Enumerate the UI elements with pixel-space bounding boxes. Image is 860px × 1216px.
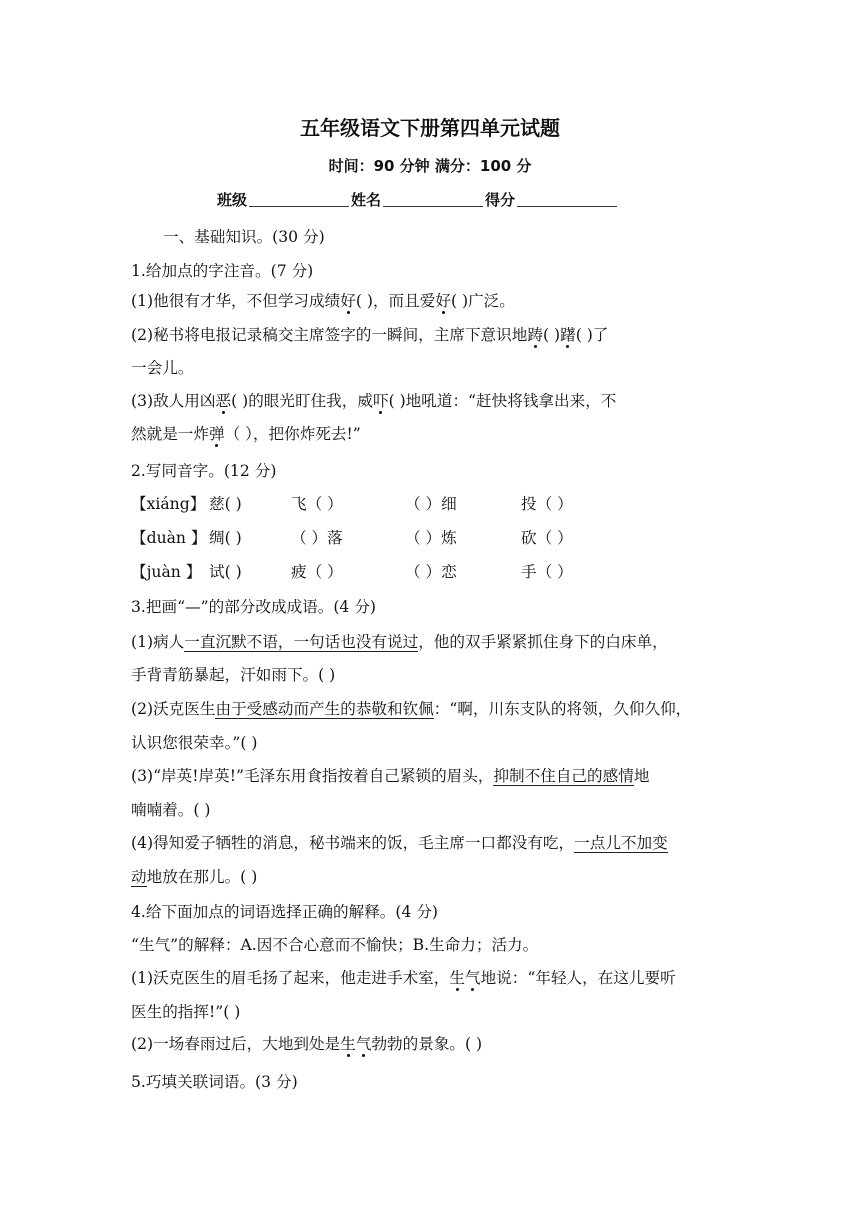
q4-heading: 4.给下面加点的词语选择正确的解释。(4 分) [131,903,439,921]
q2-row-juan: 【juàn 】 试( ) 疲（ ） （ ）恋 手（ ） [131,563,573,581]
q1-line-3: 一会儿。 [131,359,194,377]
student-info-line [217,190,619,210]
q5-heading: 5.巧填关联词语。(3 分) [131,1073,298,1091]
q3-line-3: (2)沃克医生由于受感动而产生的恭敬和钦佩：“啊，川东支队的将领，久仰久仰， [131,700,692,718]
q3-line-1: (1)病人一直沉默不语，一句话也没有说过，他的双手紧紧抓住身下的白床单， [131,633,668,651]
q4-definition: “生气”的解释：A.因不合心意而不愉快；B.生命力；活力。 [131,936,539,954]
underlined-phrase: 一点儿不加变 [574,834,668,852]
exam-time-score: 时间：90 分钟 满分：100 分 [328,157,532,175]
exam-title: 五年级语文下册第四单元试题 [300,116,560,140]
q2-heading: 2.写同音字。(12 分) [131,462,277,480]
underlined-phrase: 动 [131,868,147,886]
q3-line-2: 手背青筋暴起，汗如雨下。( ) [131,666,336,684]
underlined-phrase: 由于受感动而产生的恭敬和钦佩 [215,700,434,718]
score-blank[interactable] [517,190,617,207]
dotted-char: 好 [435,292,451,310]
section-heading: 一、基础知识。(30 分) [163,228,325,246]
q1-line-4: (3)敌人用凶恶( )的眼光盯住我，威吓( )地吼道：“赶快将钱拿出来，不 [131,392,617,410]
q1-line-2: (2)秘书将电报记录稿交主席签字的一瞬间，主席下意识地踌( )躇( )了 [131,326,609,344]
q3-line-8: 动地放在那儿。( ) [131,868,258,886]
underlined-phrase: 抑制不住自己的感情 [493,767,634,785]
q3-line-7: (4)得知爱子牺牲的消息，秘书端来的饭，毛主席一口都没有吃，一点儿不加变 [131,834,668,852]
q3-line-6: 喃喃着。( ) [131,801,211,819]
dotted-char: 恶 [215,392,232,410]
q1-line-5: 然就是一炸弹（ ），把你炸死去!” [131,425,361,443]
q1-line-1: (1)他很有才华，不但学习成绩好( )，而且爱好( )广泛。 [131,292,515,310]
q3-line-5: (3)“岸英!岸英!”毛泽东用食指按着自己紧锁的眉头，抑制不住自己的感情地 [131,767,650,785]
score-label: 得分 [485,191,516,209]
q4-line-3: (2)一场春雨过后，大地到处是生气勃勃的景象。( ) [131,1035,483,1053]
q4-line-2: 医生的指挥!”( ) [131,1003,241,1021]
class-blank[interactable] [249,190,349,207]
dotted-char: 气 [355,1035,372,1053]
q3-line-4: 认识您很荣幸。”( ) [131,734,258,752]
dotted-char: 弹 [208,425,225,443]
q3-heading: 3.把画“—”的部分改成成语。(4 分) [131,598,376,616]
underlined-phrase: 一直沉默不语，一句话也没有说过 [184,633,419,651]
name-blank[interactable] [383,190,483,207]
dotted-char: 好 [340,292,356,310]
dotted-char: 生 [449,969,465,987]
q4-line-1: (1)沃克医生的眉毛扬了起来，他走进手术室，生气地说：“年轻人，在这儿要听 [131,969,676,987]
dotted-char: 躇 [560,326,576,344]
dotted-char: 踌 [527,326,543,344]
q1-heading: 1.给加点的字注音。(7 分) [131,262,314,280]
name-label: 姓名 [351,191,382,209]
dotted-char: 气 [464,969,481,987]
class-label: 班级 [217,191,248,209]
dotted-char: 生 [340,1035,356,1053]
q2-row-duan: 【duàn 】 绸( ) （ ）落 （ ）炼 砍（ ） [131,529,573,547]
dotted-char: 吓 [372,392,389,410]
q2-row-xiang: 【xiáng】 慈( ) 飞（ ） （ ）细 投（ ） [131,495,573,513]
